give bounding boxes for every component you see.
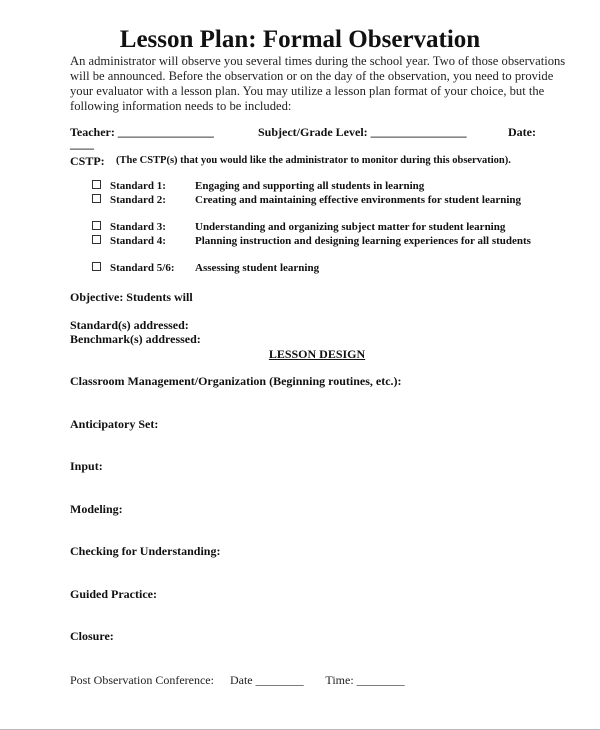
standard-desc: Creating and maintaining effective environments for student learning	[195, 194, 522, 206]
standard-item	[92, 193, 522, 207]
checkbox[interactable]	[92, 221, 101, 230]
checkbox[interactable]	[92, 194, 101, 203]
post-observation-footer	[70, 673, 405, 688]
date-field-blank: ____	[70, 137, 94, 151]
closure-label: Closure:	[70, 629, 114, 643]
modeling-label: Modeling:	[70, 502, 123, 516]
standards-addressed-label: Standard(s) addressed:	[70, 318, 189, 332]
standard-item	[92, 179, 425, 193]
standard-item	[92, 234, 531, 248]
standard-label: Standard 4:	[110, 235, 166, 247]
standard-desc: Assessing student learning	[195, 262, 320, 274]
conference-time-field: Time: ________	[325, 673, 405, 687]
checking-understanding-label: Checking for Understanding:	[70, 544, 221, 558]
date-field: Date:	[508, 125, 536, 139]
standard-item	[92, 220, 506, 234]
standard-label: Standard 3:	[110, 221, 166, 233]
standard-label: Standard 5/6:	[110, 262, 175, 274]
intro-paragraph: An administrator will observe you several times during the school year. Two of those observations will be announced. Before the observation or on the day of the observation, you need to provide your evaluator with a lesson plan. You may utilize a lesson plan format of your choice, but the following information needs to be included:	[70, 54, 566, 113]
standard-label: Standard 1:	[110, 180, 166, 192]
classroom-management-label: Classroom Management/Organization (Beginning routines, etc.):	[70, 374, 402, 388]
standard-desc: Planning instruction and designing learning experiences for all students	[195, 235, 531, 247]
checkbox[interactable]	[92, 180, 101, 189]
subject-grade-field: Subject/Grade Level: ________________	[258, 125, 467, 139]
conference-date-field: Date ________	[229, 673, 304, 687]
standard-label: Standard 2:	[110, 194, 166, 206]
checkbox[interactable]	[92, 262, 101, 271]
cstp-note: (The CSTP(s) that you would like the administrator to monitor during this observation).	[116, 155, 511, 166]
input-label: Input:	[70, 459, 103, 473]
standard-desc: Understanding and organizing subject matter for student learning	[195, 221, 506, 233]
teacher-field: Teacher: ________________	[70, 125, 214, 139]
standard-desc: Engaging and supporting all students in learning	[195, 180, 425, 192]
anticipatory-set-label: Anticipatory Set:	[70, 417, 159, 431]
lesson-design-heading: LESSON DESIGN	[268, 347, 366, 361]
guided-practice-label: Guided Practice:	[70, 587, 157, 601]
benchmarks-addressed-label: Benchmark(s) addressed:	[70, 332, 201, 346]
page-title: Lesson Plan: Formal Observation	[119, 26, 481, 53]
conference-label: Post Observation Conference:	[70, 673, 214, 687]
cstp-label: CSTP:	[70, 154, 105, 168]
objective-label: Objective: Students will	[70, 290, 193, 304]
standard-item	[92, 261, 320, 275]
checkbox[interactable]	[92, 235, 101, 244]
